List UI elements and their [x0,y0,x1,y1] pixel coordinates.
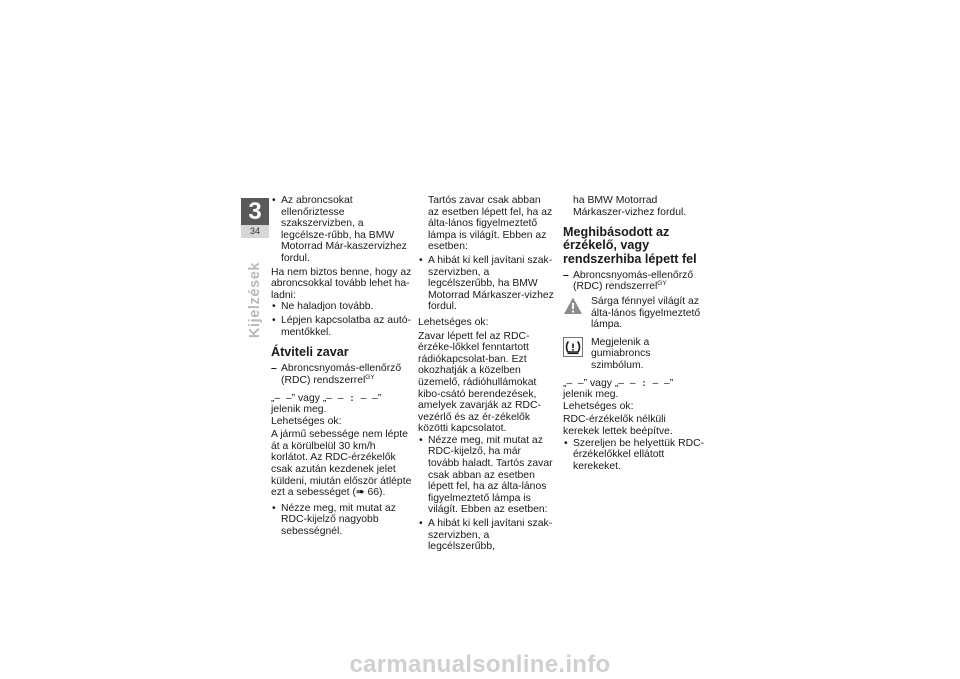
tyre-symbol-row [563,337,705,372]
display-readout-line [563,378,705,401]
bullet-item: • Ne haladjon tovább. [271,301,413,313]
column-2 [418,195,554,555]
bullet-item: • Lépjen kapcsolatba az autó-mentőkkel. [271,315,413,338]
tyre-symbol-text: Megjelenik a gumiabroncs szimbólum. [591,336,651,371]
readout-connector: ” vagy „ [583,377,619,389]
readout-end: ” jelenik meg. [271,392,382,416]
readout-end: ” jelenik meg. [563,377,674,401]
bullet-item: • Nézze meg, mit mutat az RDC-kijelző nagyobb sebességnél. [271,503,413,538]
bullet-continuation: ha BMW Motorrad Márkaszer-vizhez fordul. [573,195,687,218]
quote-mark: „ [271,392,275,404]
chapter-tab [241,198,269,238]
equipment-condition [271,363,413,386]
chapter-number: 3 [241,198,269,225]
section-heading: Átviteli zavar [271,345,349,360]
warning-light-text: Sárga fénnyel világít az álta-lános figyelmeztető lámpa. [591,295,701,331]
tyre-pressure-icon [563,337,583,357]
possible-cause-label: Lehetséges ok: [271,415,342,427]
display-readout-line [271,393,413,416]
bullet-item: • Szereljen be helyettük RDC-érzékelőkkel ellátott kerekeket. [563,438,705,473]
paragraph: RDC-érzékelők nélküli kerekek lettek beépítve. [563,414,673,437]
site-watermark: carmanualsonline.info [349,651,611,678]
bullet-item: • Az abroncsokat ellenőriztesse szakszervizben, a legcélsze-rűbb, ha BMW Motorrad Már-kaszervizhez fordul. [271,195,413,265]
quote-mark: „ [563,377,567,389]
page-number: 34 [241,225,269,238]
bullet-item: • A hibát ki kell javítani szak-szervizben, a legcélszerűbb, ha BMW Motorrad Márkaszer-vizhez fordul. [418,255,554,313]
warning-light-row [563,296,705,331]
condition-text: Abroncsnyomás-ellenőrző (RDC) rendszerrel [573,269,694,293]
column-1 [271,195,413,540]
general-warning-triangle-icon [563,296,583,316]
bullet-continuation: Tartós zavar csak abban az esetben lépett fel, ha az álta-lános figyelmeztető lámpa is világít. Ebben az esetben: [428,195,553,253]
display-pattern-a: – – [274,392,292,404]
equipment-code: GY [657,280,667,288]
readout-connector: ” vagy „ [291,392,327,404]
bullet-item: • A hibát ki kell javítani szak-szervizben, a legcélszerűbb, [418,518,554,553]
section-side-label: Kijelzések [247,261,263,339]
paragraph: A jármű sebessége nem lépte át a körülbelül 30 km/h korlátot. Az RDC-érzékelők csak azután kezdenek jelet küldeni, miután először átlépte ezt a sebességet (➠ 66). [271,429,412,499]
display-pattern-b: – – : – – [618,377,670,389]
paragraph: Zavar lépett fel az RDC-érzéke-lőkkel fenntartott rádiókapcsolat-ban. Ezt okozhatják a közelben üzemelő, rádióhullámokat kibo-csátó berendezések, amelyek zavarják az RDC-vezérlő és az ér-zékelők közötti kapcsolatot. [418,330,541,435]
section-heading: Meghibásodott az érzékelő, vagy rendszerhiba lépett fel [563,225,697,266]
display-pattern-a: – – [566,377,584,389]
condition-text: Abroncsnyomás-ellenőrző (RDC) rendszerrel [281,363,402,386]
equipment-condition [563,270,705,293]
column-3 [563,195,705,474]
paragraph: Ha nem biztos benne, hogy az abroncsokkal tovább lehet ha-ladni: [271,266,412,301]
possible-cause-label: Lehetséges ok: [418,316,489,328]
bullet-item: • Nézze meg, mit mutat az RDC-kijelző, ha már tovább haladt. Tartós zavar csak abban az esetben lépett fel, ha az álta-lános figyelmeztető lámpa is világít. Ebben az esetben: [418,435,554,516]
display-pattern-b: – – : – – [326,392,378,404]
possible-cause-label: Lehetséges ok: [563,400,634,412]
equipment-code: GY [365,373,375,381]
